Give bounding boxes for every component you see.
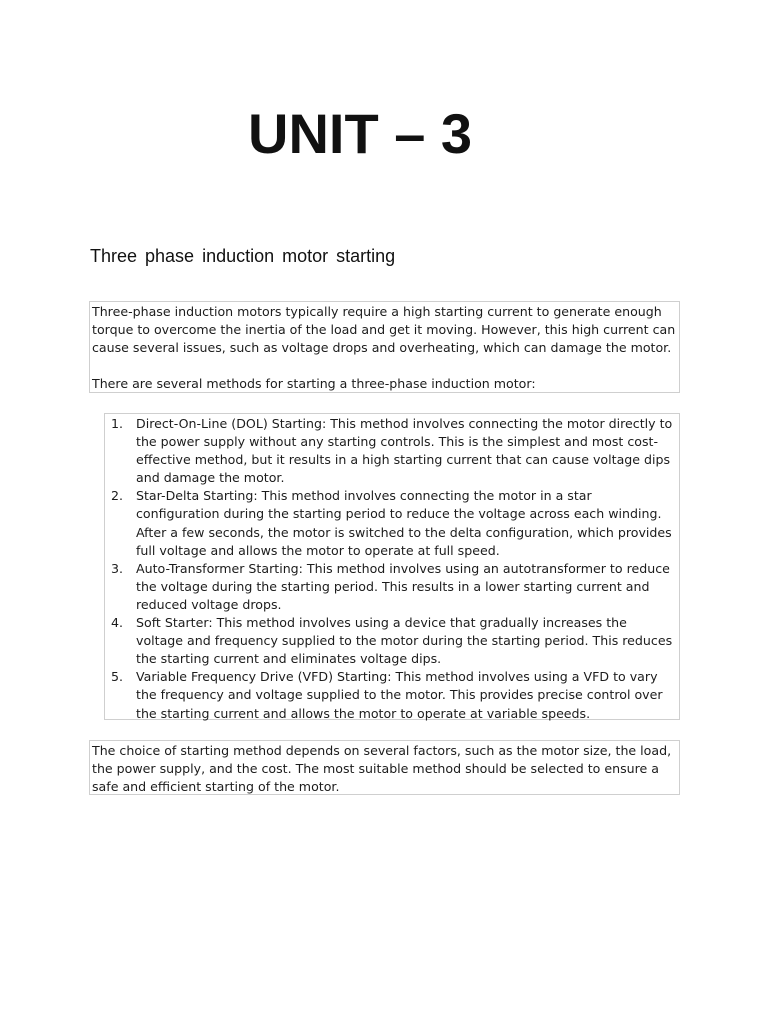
list-item-number: 2. <box>111 488 124 504</box>
list-item <box>105 415 677 487</box>
list-item <box>105 487 677 559</box>
intro-paragraph: Three-phase induction motors typically require a high starting current to generate enough torque to overcome the inertia of the load and get it moving. However, this high current can cause several issues, such as voltage drops and overheating, which can damage the motor. <box>92 304 676 356</box>
methods-list-box <box>104 413 680 720</box>
list-item <box>105 614 677 668</box>
unit-title: UNIT – 3 <box>248 102 473 165</box>
list-item-number: 1. <box>111 416 124 431</box>
section-heading: Three phase induction motor starting <box>90 246 396 266</box>
list-item-number: 5. <box>111 669 124 685</box>
list-item <box>105 560 677 614</box>
methods-list <box>105 415 677 723</box>
list-item-text: Direct-On-Line (DOL) Starting: This method involves connecting the motor directly to the power supply without any starting controls. This is the simplest and most cost-effective method, but it results in a high starting current that can cause voltage dips and damage the motor. <box>136 416 673 486</box>
list-item-text: Soft Starter: This method involves using a device that gradually increases the voltage and frequency supplied to the motor during the starting period. This reduces the starting current and eliminates voltage dips. <box>136 615 673 667</box>
list-item-number: 3. <box>111 560 124 576</box>
list-item <box>105 668 677 722</box>
list-item-text: Star-Delta Starting: This method involves connecting the motor in a star configuration during the starting period to reduce the voltage across each winding. After a few seconds, the motor is switched to the delta configuration, which provides full voltage and allows the motor to operate at full speed. <box>136 488 672 558</box>
paragraph-gap <box>92 357 677 375</box>
list-item-text: Variable Frequency Drive (VFD) Starting: This method involves using a VFD to vary the frequency and voltage supplied to the motor. This provides precise control over the starting current and allows the motor to operate at variable speeds. <box>136 669 663 721</box>
intro-box <box>89 301 680 393</box>
list-item-number: 4. <box>111 615 124 631</box>
methods-intro-paragraph: There are several methods for starting a three-phase induction motor: <box>92 376 536 392</box>
conclusion-paragraph: The choice of starting method depends on several factors, such as the motor size, the load, the power supply, and the cost. The most suitable method should be selected to ensure a safe and efficient starting of the motor. <box>92 743 672 795</box>
list-item-text: Auto-Transformer Starting: This method involves using an autotransformer to reduce the voltage during the starting period. This results in a lower starting current and reduced voltage drops. <box>136 560 670 612</box>
conclusion-box <box>89 740 680 795</box>
